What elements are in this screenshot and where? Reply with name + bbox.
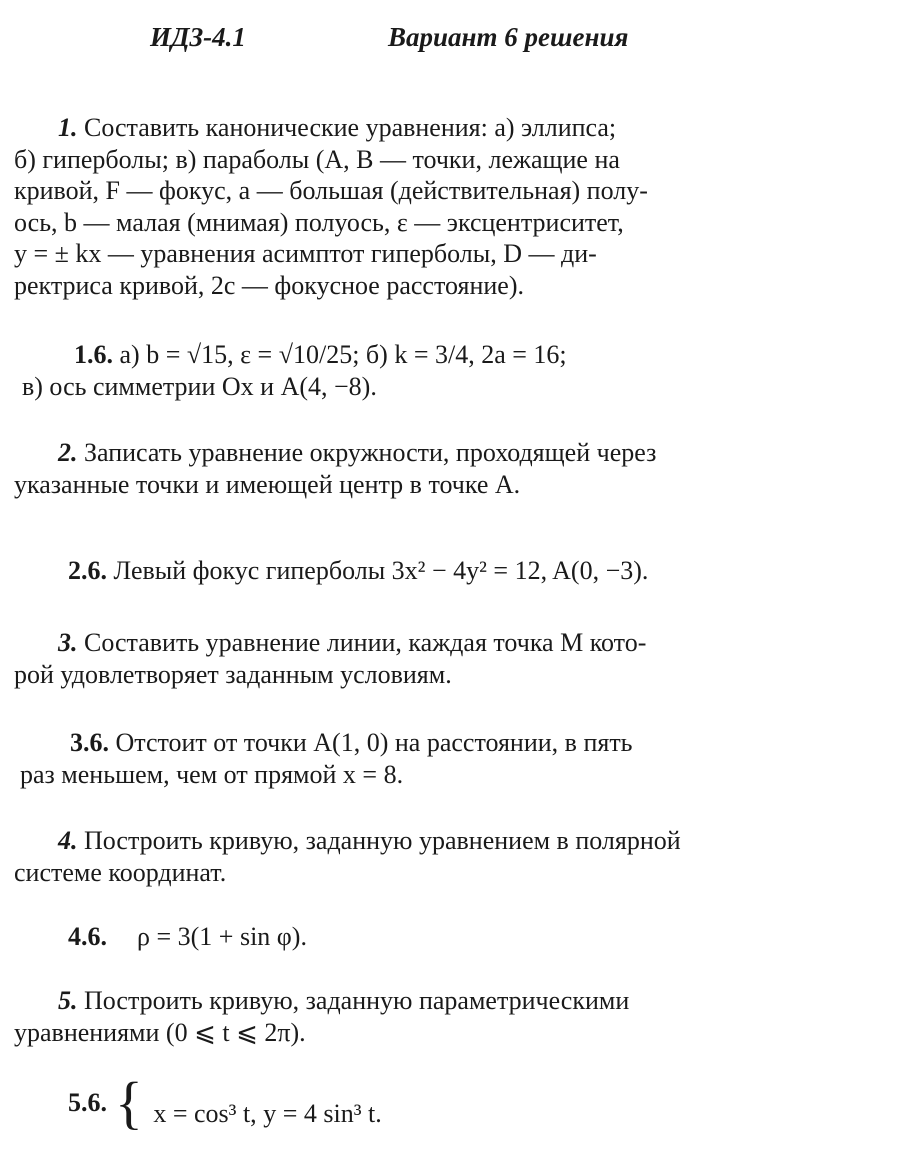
task-5-line [14,1017,876,1049]
task-1-line [14,175,876,207]
variant-1-6-text: в) ось симметрии Ox и A(4, −8). [22,371,377,401]
parametric-system [107,1070,382,1135]
task-5-number: 5. [58,986,78,1015]
variant-2-6-line [14,555,876,587]
task-1-text: ректриса кривой, 2c — фокусное расстояние). [14,270,524,300]
variant-1-6-number: 1.6. [74,340,113,369]
task-1-line [14,144,876,176]
equation-y: y = 4 sin³ t. [263,1099,382,1128]
task-1-line [14,207,876,239]
task-2-text: Записать уравнение окружности, проходящей через [77,438,657,467]
task-5-line [14,985,876,1017]
document-title: ИДЗ-4.1 [150,22,246,52]
variant-3-6-text: Отстоит от точки A(1, 0) на расстоянии, в пять [109,728,633,757]
variant-2-6-text: Левый фокус гиперболы 3x² − 4y² = 12, A(0, −3). [107,556,649,585]
task-2-line [14,469,876,501]
variant-3-6-line [14,727,876,759]
variant-5-6 [14,1070,876,1135]
equation-x: x = cos³ t, [153,1099,257,1128]
task-2-text: указанные точки и имеющей центр в точке A. [14,469,521,499]
task-4-line [14,825,876,857]
task-1-text: б) гиперболы; в) параболы (A, B — точки, лежащие на [14,144,620,174]
variant-3-6-text: раз меньшем, чем от прямой x = 8. [20,759,404,789]
variant-2-6 [14,555,876,587]
task-4 [14,825,876,888]
task-3-text: Составить уравнение линии, каждая точка M кото- [77,628,647,657]
task-1-text: кривой, F — фокус, a — большая (действительная) полу- [14,176,648,205]
task-4-text: Построить кривую, заданную уравнением в полярной [77,826,681,855]
variant-1-6-line [14,371,876,403]
variant-2-6-number: 2.6. [68,556,107,585]
task-5 [14,985,876,1048]
task-2-number: 2. [58,438,78,467]
task-3-number: 3. [58,628,78,657]
task-1-line [14,270,876,302]
task-5-text: Построить кривую, заданную параметрическими [77,986,630,1015]
task-1 [14,112,876,301]
variant-3-6 [14,727,876,790]
variant-1-6 [14,339,876,402]
task-1-line [14,112,876,144]
task-1-text: y = ± kx — уравнения асимптот гиперболы, D — ди- [14,239,597,268]
variant-title: Вариант 6 решения [388,22,629,52]
task-1-text: ось, b — малая (мнимая) полуось, ε — эксцентриситет, [14,207,624,237]
task-4-line [14,857,876,889]
task-2 [14,437,876,500]
variant-3-6-line [14,759,876,791]
task-4-text: системе координат. [14,857,227,887]
variant-3-6-number: 3.6. [70,728,109,757]
variant-5-6-line [14,1070,876,1135]
task-1-text: Составить канонические уравнения: а) эллипса; [77,113,617,142]
variant-4-6 [14,921,876,953]
variant-1-6-line [14,339,876,371]
variant-4-6-line [14,921,876,953]
task-1-line [14,238,876,270]
variant-5-6-number: 5.6. [68,1088,107,1118]
variant-1-6-text: а) b = √15, ε = √10/25; б) k = 3/4, 2a = 16; [113,340,567,369]
task-3-text: рой удовлетворяет заданным условиям. [14,659,452,689]
variant-4-6-text: ρ = 3(1 + sin φ). [137,922,307,951]
task-1-number: 1. [58,113,78,142]
brace-icon: { [115,1070,143,1135]
task-4-number: 4. [58,826,78,855]
task-5-text: уравнениями (0 ⩽ t ⩽ 2π). [14,1017,306,1047]
task-2-line [14,437,876,469]
task-3-line [14,659,876,691]
task-3 [14,627,876,690]
variant-4-6-number: 4.6. [68,922,107,951]
task-3-line [14,627,876,659]
